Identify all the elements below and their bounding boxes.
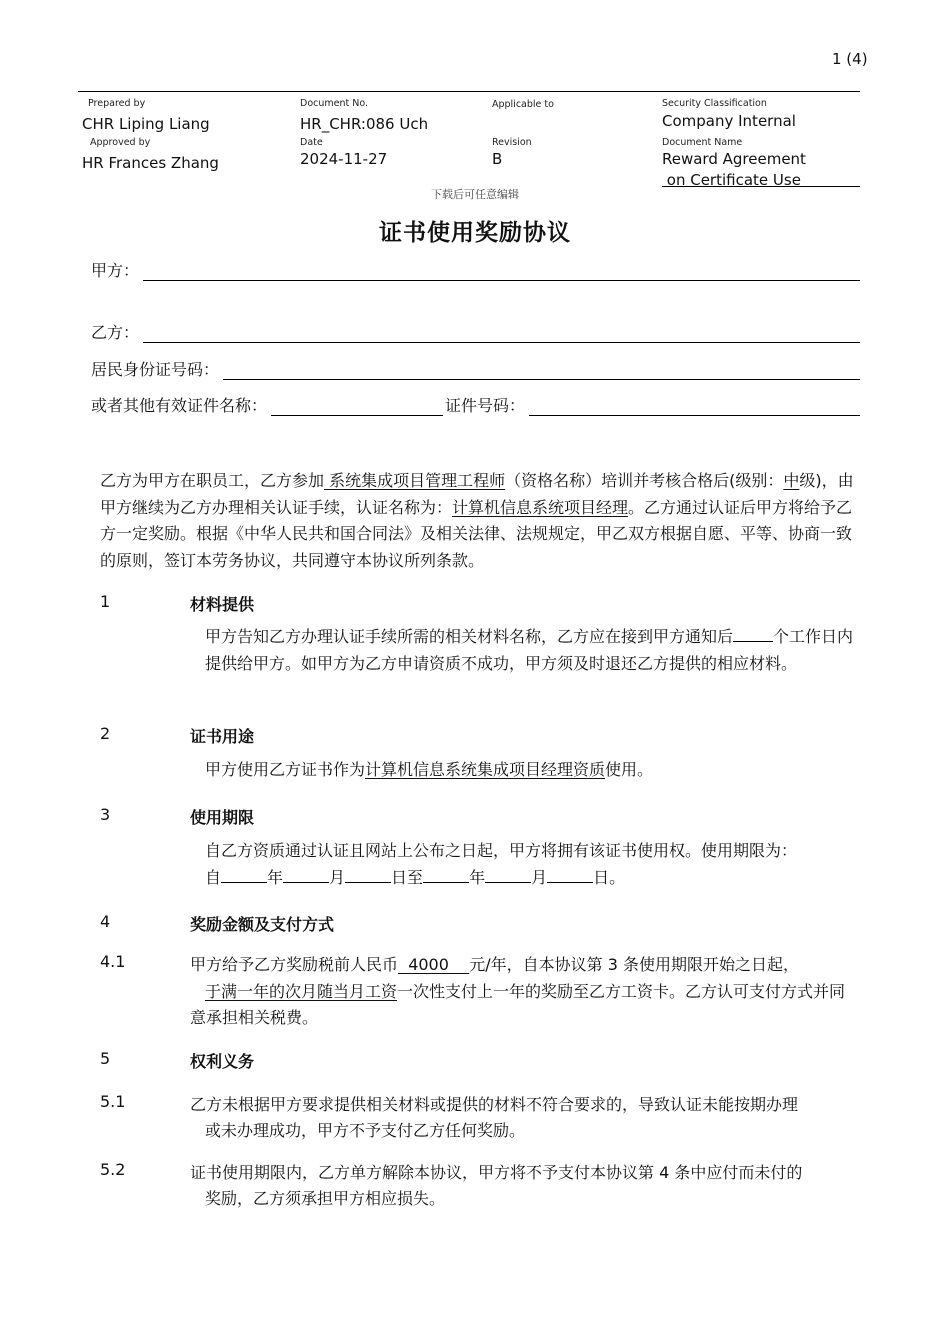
other-cert-name-blank — [271, 397, 443, 416]
section-1-text-b: 个工作日内提供给甲方。如甲方为乙方申请资质不成功，甲方须及时退还乙方提供的相应材料。 — [205, 627, 854, 673]
approved-by-label: Approved by — [90, 137, 151, 148]
id-number-field — [91, 357, 860, 380]
security-value: Company Internal — [662, 112, 796, 130]
period-day-end: 日。 — [593, 868, 626, 887]
end-month-blank — [485, 865, 531, 883]
intro-part-4: 。乙方通过认证后甲方将给予乙方一定奖励。根据《中华人民共和国合同法》及相关法律、法规规定，甲乙双方根据自愿、平等、协商一致的原则，签订本劳务协议，共同遵守本协议所列条款。 — [100, 497, 853, 570]
payment-time: 于满一年的次月随当月工资 — [205, 981, 398, 1001]
applicable-to-label: Applicable to — [492, 99, 554, 110]
revision-label: Revision — [492, 137, 532, 148]
document-name-line2: on Certificate Use — [662, 171, 801, 189]
party-a-field — [91, 258, 860, 281]
prepared-by-value: CHR Liping Liang — [82, 115, 210, 133]
section-1-number: 1 — [100, 592, 111, 611]
document-no-value: HR_CHR:086 Uch — [300, 115, 429, 133]
document-title: 证书使用奖励协议 — [379, 220, 571, 246]
cert-number-blank — [529, 397, 860, 416]
section-2-text-a: 甲方使用乙方证书作为 — [205, 760, 366, 779]
watermark-text: 下载后可任意编辑 — [431, 188, 519, 201]
section-2-text-b: 使用。 — [605, 760, 654, 779]
section-3-text: 自乙方资质通过认证且网站上公布之日起，甲方将拥有该证书使用权。使用期限为： — [205, 841, 798, 860]
intro-paragraph — [100, 468, 860, 574]
page-number: 1 (4) — [832, 50, 868, 68]
date-value: 2024-11-27 — [300, 150, 388, 168]
period-year-2: 年 — [469, 868, 486, 887]
usage-period-line — [205, 865, 860, 892]
clause-5-2-line-1: 证书使用期限内，乙方单方解除本协议，甲方将不予支付本协议第 4 条中应付而未付的 — [190, 1163, 803, 1182]
period-from: 自 — [205, 868, 222, 887]
clause-4-1-number: 4.1 — [100, 952, 126, 971]
level-value: 中 — [783, 471, 800, 490]
party-b-label: 乙方： — [91, 323, 140, 342]
document-name-line1: Reward Agreement — [662, 150, 806, 168]
id-number-label: 居民身份证号码： — [91, 360, 220, 379]
clause-5-2-line-2: 奖励，乙方须承担甲方相应损失。 — [205, 1189, 446, 1208]
intro-part-3: 级)，由甲方继续为乙方办理相关认证手续，认证名称为： — [100, 471, 854, 517]
header-top-rule — [78, 91, 860, 92]
clause-4-1-text-a: 甲方给予乙方奖励税前人民币 — [190, 955, 399, 974]
start-month-blank — [283, 865, 329, 883]
other-cert-name-label: 或者其他有效证件名称： — [91, 396, 268, 415]
certification-name: 计算机信息系统项目经理 — [452, 497, 629, 517]
party-a-label: 甲方： — [91, 261, 140, 280]
period-month-1: 月 — [329, 868, 346, 887]
reward-amount: 4000 — [398, 955, 470, 974]
training-name: 系统集成项目管理工程师 — [324, 471, 506, 490]
section-4-title: 奖励金额及支付方式 — [190, 915, 335, 934]
period-month-2: 月 — [531, 868, 548, 887]
clause-5-2-number: 5.2 — [100, 1160, 126, 1179]
period-day-to: 日至 — [391, 868, 424, 887]
cert-number-label: 证件号码： — [445, 396, 526, 415]
id-number-blank — [223, 361, 860, 380]
intro-part-2: （资格名称）培训并考核合格后(级别： — [505, 471, 784, 490]
section-3-title: 使用期限 — [190, 808, 255, 827]
end-year-blank — [423, 865, 469, 883]
document-no-label: Document No. — [300, 98, 369, 109]
section-2-title: 证书用途 — [190, 727, 255, 746]
section-2-text — [205, 757, 860, 784]
start-year-blank — [221, 865, 267, 883]
section-4-number: 4 — [100, 912, 111, 931]
certificate-field-row — [91, 393, 860, 416]
document-name-label: Document Name — [662, 137, 743, 148]
clause-5-1-number: 5.1 — [100, 1092, 126, 1111]
start-day-blank — [345, 865, 391, 883]
clause-5-1-line-1: 乙方未根据甲方要求提供相关材料或提供的材料不符合要求的，导致认证未能按期办理 — [190, 1095, 799, 1114]
party-b-blank — [143, 324, 860, 343]
end-day-blank — [547, 865, 593, 883]
clause-4-1-text-b: 元/年，自本协议第 3 条使用期限开始之日起， — [469, 955, 799, 974]
section-5-number: 5 — [100, 1049, 111, 1068]
date-label: Date — [300, 137, 323, 148]
certificate-purpose: 计算机信息系统集成项目经理资质 — [365, 760, 606, 779]
clause-5-1-line-2: 或未办理成功，甲方不予支付乙方任何奖励。 — [205, 1121, 526, 1140]
clause-4-1-text — [190, 952, 860, 1032]
intro-part-1: 乙方为甲方在职员工，乙方参加 — [100, 471, 325, 490]
section-1-text-a: 甲方告知乙方办理认证手续所需的相关材料名称，乙方应在接到甲方通知后 — [205, 627, 734, 646]
section-3-number: 3 — [100, 805, 111, 824]
security-label: Security Classification — [662, 98, 767, 109]
period-year-1: 年 — [267, 868, 284, 887]
party-a-blank — [143, 262, 860, 281]
prepared-by-label: Prepared by — [88, 98, 146, 109]
workdays-blank — [733, 624, 773, 642]
section-2-number: 2 — [100, 724, 111, 743]
clause-4-1-text-c: 一次性支付上一年的奖励至乙方工资卡。乙方认可支付方式并同意承担相关税费。 — [190, 981, 846, 1027]
revision-value: B — [492, 150, 503, 168]
section-1-title: 材料提供 — [190, 595, 255, 614]
section-5-title: 权利义务 — [190, 1052, 255, 1071]
section-1-text — [205, 624, 860, 677]
approved-by-value: HR Frances Zhang — [82, 154, 219, 172]
party-b-field — [91, 320, 860, 343]
